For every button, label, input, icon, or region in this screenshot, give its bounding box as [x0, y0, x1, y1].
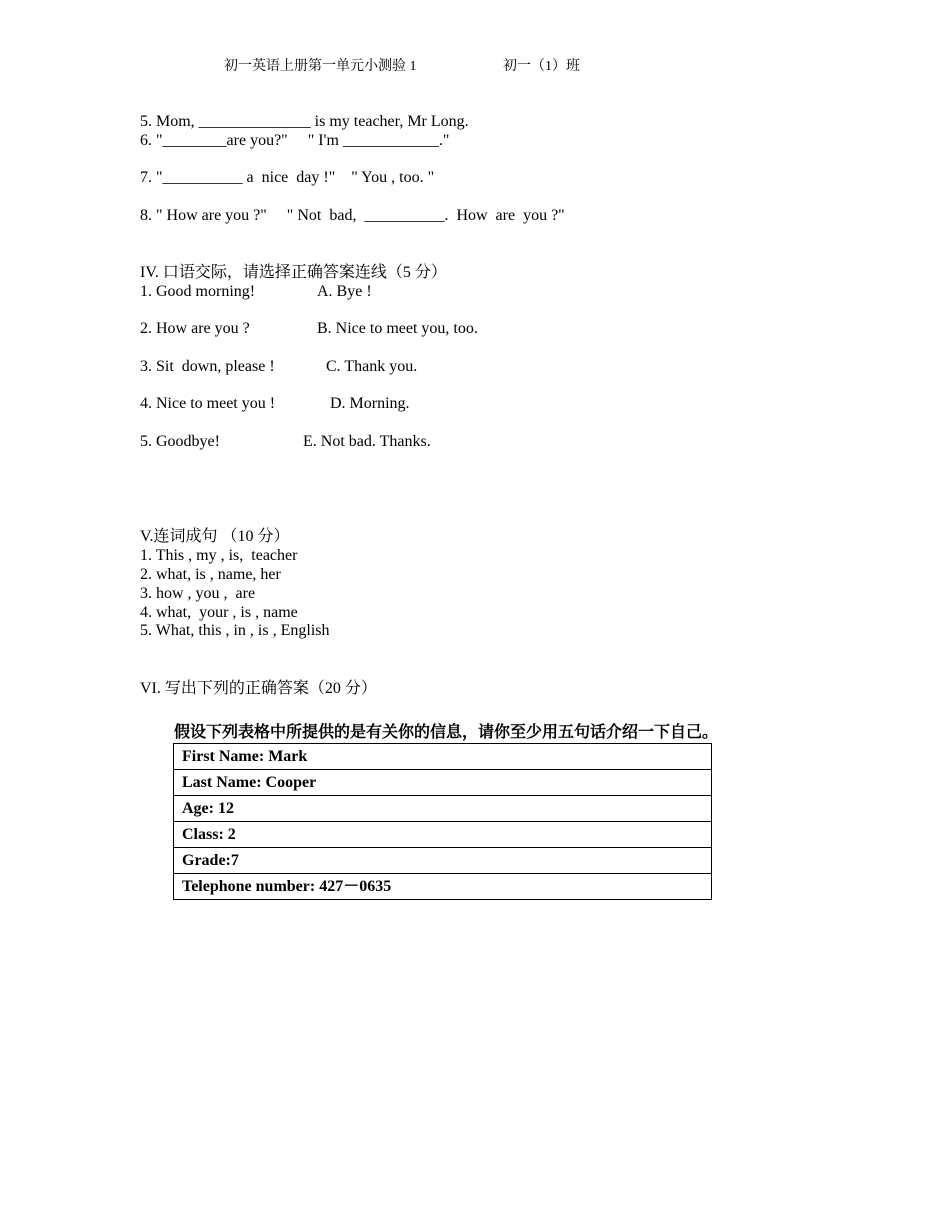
dialogue-left-4: 4. Nice to meet you ! [140, 395, 276, 412]
dialogue-right-a: A. Bye ! [317, 283, 372, 300]
writing-instruction: 假设下列表格中所提供的是有关你的信息，请你至少用五句话介绍一下自己。 [174, 722, 719, 741]
table-row [174, 744, 712, 770]
sentence-item-5: 5. What, this , in , is , English [140, 622, 330, 639]
table-row [174, 796, 712, 822]
section-4-heading: IV. 口语交际，请选择正确答案连线（5 分） [140, 264, 447, 281]
sentence-item-4: 4. what, your , is , name [140, 604, 298, 621]
dialogue-left-1: 1. Good morning! [140, 283, 256, 300]
table-row [174, 848, 712, 874]
class-label: 初一（1）班 [503, 59, 580, 74]
table-row [174, 822, 712, 848]
fill-in-item-5: 5. Mom, ______________ is my teacher, Mr Long. [140, 113, 469, 130]
class-cell: Class: 2 [174, 822, 712, 848]
age-cell: Age: 12 [174, 796, 712, 822]
table-row [174, 770, 712, 796]
personal-info-table [173, 743, 712, 900]
dialogue-right-d: D. Morning. [330, 395, 410, 412]
dialogue-right-b: B. Nice to meet you, too. [317, 320, 478, 337]
dialogue-left-2: 2. How are you ? [140, 320, 250, 337]
sentence-item-3: 3. how , you , are [140, 585, 256, 602]
fill-in-item-7: 7. "__________ a nice day !" " You , too. " [140, 169, 435, 186]
dialogue-left-3: 3. Sit down, please ! [140, 358, 275, 375]
fill-in-item-8: 8. " How are you ?" " Not bad, __________. How are you ?" [140, 207, 565, 224]
telephone-cell: Telephone number: 427－0635 [174, 874, 712, 900]
sentence-item-1: 1. This , my , is, teacher [140, 547, 298, 564]
dialogue-left-5: 5. Goodbye! [140, 433, 220, 450]
fill-in-item-6: 6. "________are you?" " I'm ____________." [140, 132, 450, 149]
quiz-title: 初一英语上册第一单元小测验 1 [224, 59, 417, 74]
last-name-cell: Last Name: Cooper [174, 770, 712, 796]
first-name-cell: First Name: Mark [174, 744, 712, 770]
table-row [174, 874, 712, 900]
section-6-heading: VI. 写出下列的正确答案（20 分） [140, 680, 377, 697]
section-5-heading: V.连词成句 （10 分） [140, 528, 290, 545]
sentence-item-2: 2. what, is , name, her [140, 566, 281, 583]
dialogue-right-c: C. Thank you. [326, 358, 418, 375]
dialogue-right-e: E. Not bad. Thanks. [303, 433, 431, 450]
grade-cell: Grade:7 [174, 848, 712, 874]
